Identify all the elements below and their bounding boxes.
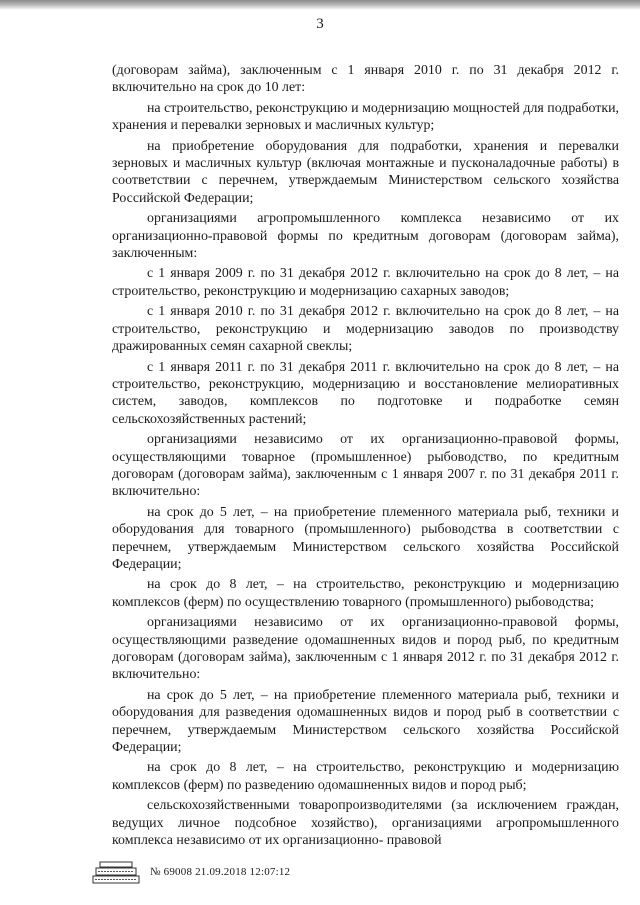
page-number: 3 <box>316 16 324 32</box>
paragraph: с 1 января 2011 г. по 31 декабря 2011 г. включительно на срок до 8 лет, – на строительство, реконструкцию, модернизацию и восстановление мелиоративных систем, заводов, комплексов по подготовке и подработке семян сельскохозяйственных растений; <box>112 359 619 427</box>
document-footer <box>92 858 290 886</box>
paragraph: организациями независимо от их организационно-правовой формы, осуществляющими разведение одомашненных видов и пород рыб, по кредитным договорам (договорам займа), заключенным с 1 января 2012 г. по 31 декабря 2012 г. включительно: <box>112 615 619 683</box>
office-stamp-logo-icon <box>92 859 140 885</box>
paragraph: с 1 января 2009 г. по 31 декабря 2012 г. включительно на срок до 8 лет, – на строительство, реконструкцию и модернизацию сахарных заводов; <box>112 266 619 299</box>
paragraph: организациями агропромышленного комплекса независимо от их организационно-правовой формы по кредитным договорам (договорам займа), заключенным: <box>112 211 619 262</box>
paragraph: сельскохозяйственными товаропроизводителями (за исключением граждан, ведущих личное подсобное хозяйство), организациями агропромышленного комплекса независимо от их организационно- правовой <box>112 798 619 849</box>
paragraph: с 1 января 2010 г. по 31 декабря 2012 г. включительно на срок до 8 лет, – на строительство, реконструкцию и модернизацию заводов по производству дражированных семян сахарной свеклы; <box>112 304 619 355</box>
scan-edge-shadow <box>0 0 640 10</box>
document-body <box>112 62 619 849</box>
paragraph: на срок до 5 лет, – на приобретение племенного материала рыб, техники и оборудования для разведения одомашненных видов и пород рыб в соответствии с перечнем, утверждаемым Министерством сельского хозяйства Российской Федерации; <box>112 687 619 756</box>
paragraph: организациями независимо от их организационно-правовой формы, осуществляющими товарное (промышленное) рыбоводство, по кредитным договорам (договорам займа), заключенным с 1 января 2007 г. по 31 декабря 2011 г. включительно: <box>112 432 619 500</box>
paragraph: (договорам займа), заключенным с 1 января 2010 г. по 31 декабря 2012 г. включительно на срок до 10 лет: <box>112 63 619 96</box>
registration-stamp-text: № 69008 21.09.2018 12:07:12 <box>150 866 291 878</box>
paragraph: на срок до 8 лет, – на строительство, реконструкцию и модернизацию комплексов (ферм) по разведению одомашненных видов и пород рыб; <box>112 760 619 793</box>
paragraph: на строительство, реконструкцию и модернизацию мощностей для подработки, хранения и перевалки зерновых и масличных культур; <box>112 100 619 134</box>
paragraph: на срок до 8 лет, – на строительство, реконструкцию и модернизацию комплексов (ферм) по осуществлению товарного (промышленного) рыбоводства; <box>112 577 619 610</box>
paragraph: на срок до 5 лет, – на приобретение племенного материала рыб, техники и оборудования для товарного (промышленного) рыбоводства в соответствии с перечнем, утверждаемым Министерством сельского хозяйства Российской Федерации; <box>112 504 619 572</box>
paragraph: на приобретение оборудования для подработки, хранения и перевалки зерновых и масличных культур (включая монтажные и пусконаладочные работы) в соответствии с перечнем, утверждаемым Министерством сельского хозяйства Российской Федерации; <box>112 138 619 206</box>
